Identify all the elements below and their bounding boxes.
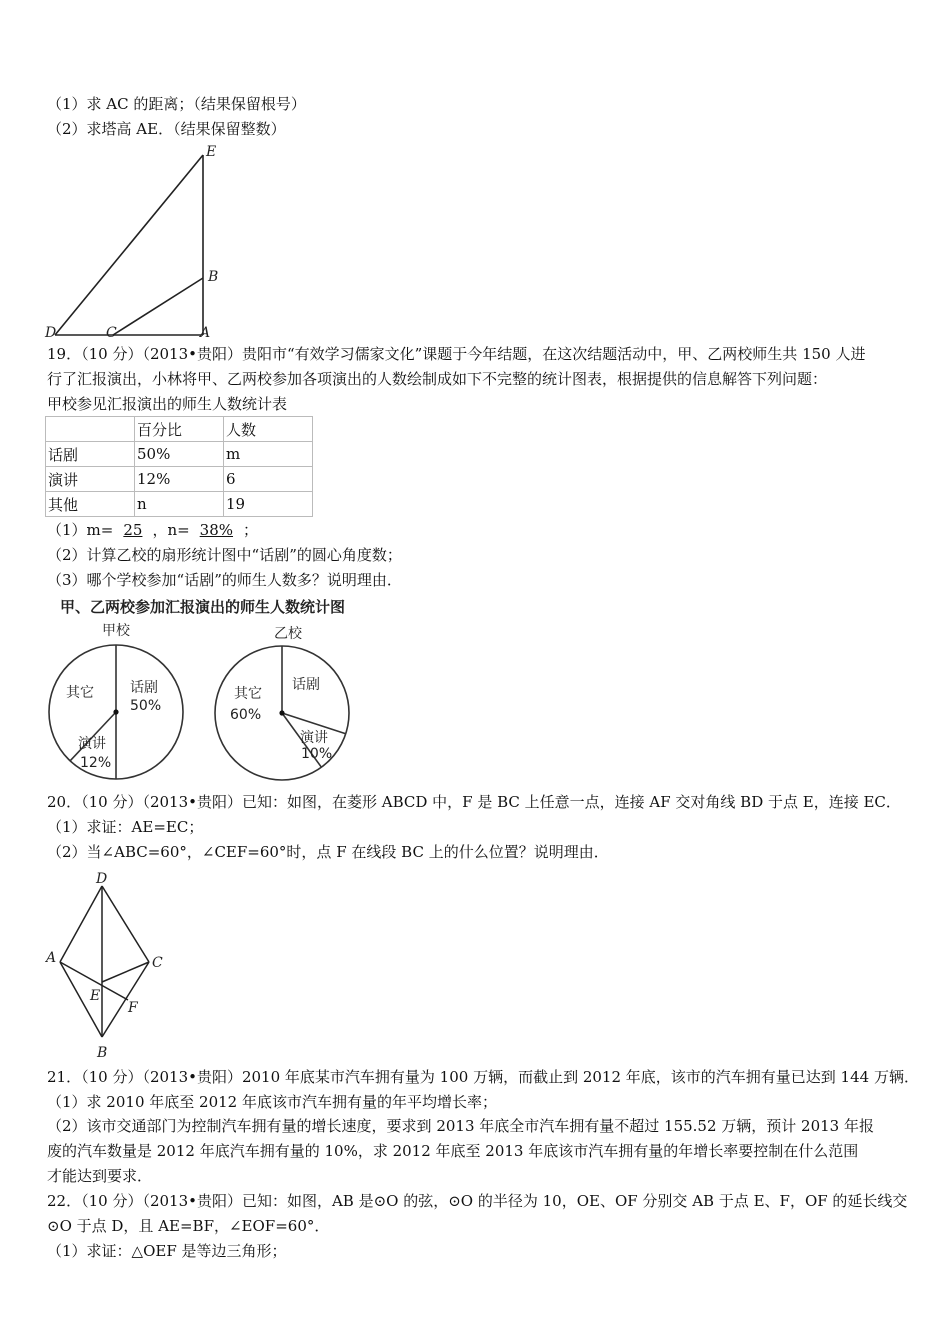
- q20-part1: （1）求证：AE=EC；: [47, 818, 204, 836]
- q18-label-B: B: [208, 269, 219, 285]
- q19-part2: （2）计算乙校的扇形统计图中“话剧”的圆心角度数；: [47, 546, 402, 564]
- q19-part1-mid: ，n=: [152, 521, 190, 539]
- table-header-cell: 百分比: [135, 417, 224, 442]
- table-cell: 12%: [135, 467, 224, 492]
- q20-line1: 20．（10 分）（2013•贵阳）已知：如图，在菱形 ABCD 中，F 是 BC 上任意一点，连接 AF 交对角线 BD 于点 E，连接 EC．: [47, 793, 901, 811]
- q18-label-A: A: [200, 325, 211, 341]
- q21-part2-line3: 才能达到要求．: [47, 1167, 153, 1185]
- q20-label-A: A: [46, 950, 57, 966]
- q18-label-D: D: [45, 325, 57, 341]
- q19-part3: （3）哪个学校参加“话剧”的师生人数多？说明理由．: [47, 571, 402, 589]
- pie-value-jia-speech: 12%: [80, 755, 112, 771]
- q22-line2: ⊙O 于点 D，且 AE=BF，∠EOF=60°．: [47, 1217, 330, 1235]
- table-cell: m: [224, 442, 313, 467]
- q20-label-E: E: [90, 988, 101, 1004]
- q19-table-title: 甲校参见汇报演出的师生人数统计表: [47, 395, 288, 413]
- pie-chart-jia: [40, 618, 195, 786]
- table-cell: 话剧: [46, 442, 135, 467]
- q20-label-B: B: [97, 1045, 108, 1061]
- q21-line1: 21．（10 分）（2013•贵阳）2010 年底某市汽车拥有量为 100 万辆，而截止到 2012 年底，该市的汽车拥有量已达到 144 万辆．: [47, 1068, 919, 1086]
- table-row: [46, 442, 313, 467]
- pie-label-jia-speech: 演讲: [78, 736, 106, 752]
- pie-label-yi-speech: 演讲: [300, 730, 328, 746]
- table-cell: 19: [224, 492, 313, 517]
- q20-part2: （2）当∠ABC=60°，∠CEF=60°时，点 F 在线段 BC 上的什么位置？说明理由．: [47, 843, 609, 861]
- q19-stat-table: [45, 416, 313, 517]
- q18-label-C: C: [106, 325, 117, 341]
- table-cell: n: [135, 492, 224, 517]
- pie-value-yi-other: 60%: [230, 707, 262, 723]
- q22-part1: （1）求证：△OEF 是等边三角形；: [47, 1242, 287, 1260]
- q19-n-answer: 38%: [199, 521, 234, 539]
- q19-part1-prefix: （1）m=: [47, 521, 114, 539]
- q18-part2: （2）求塔高 AE．（结果保留整数）: [47, 120, 286, 138]
- table-header-cell: [46, 417, 135, 442]
- q19-part1: [47, 520, 258, 540]
- table-header-cell: 人数: [224, 417, 313, 442]
- q20-label-C: C: [152, 955, 163, 971]
- table-cell: 50%: [135, 442, 224, 467]
- q19-part1-suffix: ；: [243, 521, 259, 539]
- pie-label-jia-drama: 话剧: [130, 680, 158, 696]
- table-row: [46, 492, 313, 517]
- q18-triangle-figure: [40, 140, 240, 345]
- pie-label-yi-drama: 话剧: [292, 677, 320, 693]
- pie-value-jia-drama: 50%: [130, 698, 162, 714]
- pie-title-jia: 甲校: [102, 623, 130, 639]
- pie-label-jia-other: 其它: [66, 685, 94, 701]
- q21-part1: （1）求 2010 年底至 2012 年底该市汽车拥有量的年平均增长率；: [47, 1093, 497, 1111]
- pie-chart-yi: [208, 618, 363, 786]
- q21-part2-line2: 废的汽车数量是 2012 年底汽车拥有量的 10%，求 2012 年底至 2013 年底该市汽车拥有量的年增长率要控制在什么范围: [47, 1142, 859, 1160]
- table-row: [46, 467, 313, 492]
- table-cell: 其他: [46, 492, 135, 517]
- q22-line1: 22．（10 分）（2013•贵阳）已知：如图，AB 是⊙O 的弦，⊙O 的半径为 10，OE、OF 分别交 AB 于点 E、F，OF 的延长线交: [47, 1192, 908, 1210]
- table-cell: 6: [224, 467, 313, 492]
- q19-line1: 19．（10 分）（2013•贵阳）贵阳市“有效学习儒家文化”课题于今年结题，在这次结题活动中，甲、乙两校师生共 150 人进: [47, 345, 866, 363]
- pie-center-jia: [113, 709, 118, 714]
- q20-label-F: F: [128, 1000, 138, 1016]
- table-header-row: [46, 417, 313, 442]
- q18-part1: （1）求 AC 的距离；（结果保留根号）: [47, 95, 306, 113]
- q21-part2-line1: （2）该市交通部门为控制汽车拥有量的增长速度，要求到 2013 年底全市汽车拥有量不超过 155.52 万辆，预计 2013 年报: [47, 1117, 874, 1135]
- chart-title: 甲、乙两校参加汇报演出的师生人数统计图: [60, 598, 346, 616]
- pie-title-yi: 乙校: [274, 626, 302, 642]
- q19-line2: 行了汇报演出，小林将甲、乙两校参加各项演出的人数绘制成如下不完整的统计图表，根据提供的信息解答下列问题：: [47, 370, 828, 388]
- q20-label-D: D: [96, 871, 108, 887]
- pie-center-yi: [279, 710, 284, 715]
- table-cell: 演讲: [46, 467, 135, 492]
- pie-label-yi-other: 其它: [234, 686, 262, 702]
- pie-value-yi-speech: 10%: [301, 746, 333, 762]
- q20-rhombus-figure: [40, 866, 180, 1062]
- q19-m-answer: 25: [123, 521, 143, 539]
- q18-label-E: E: [206, 144, 217, 160]
